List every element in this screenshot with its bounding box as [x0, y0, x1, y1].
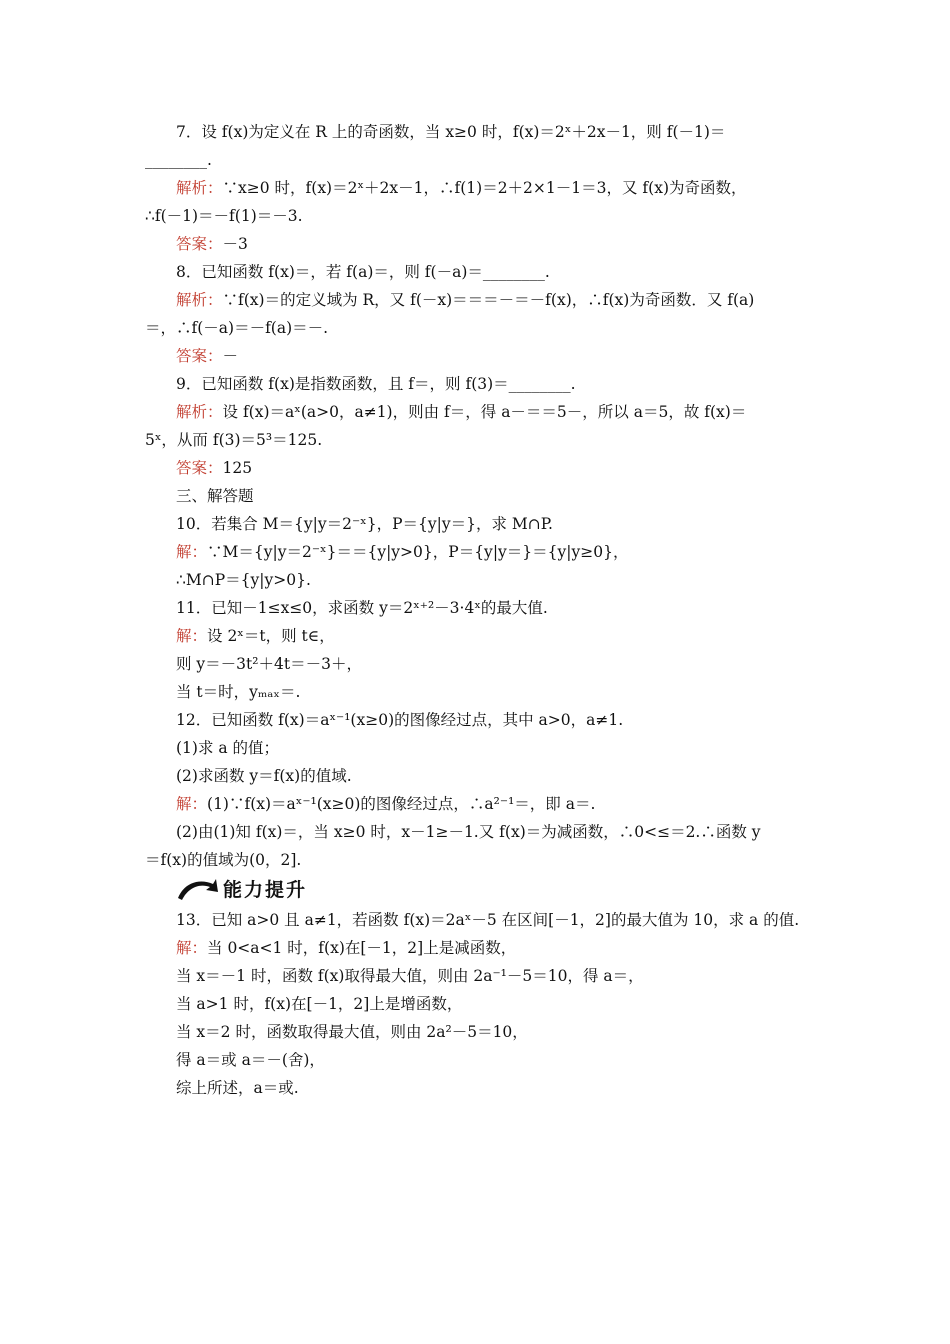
line-text: 三、解答题	[176, 487, 254, 505]
line-text: (2)由(1)知 f(x)＝，当 x≥0 时，x－1≥－1.又 f(x)＝为减函数，∴0<≤＝2.∴函数 y	[176, 823, 761, 841]
text-line	[145, 482, 810, 510]
line-text: ∴M∩P＝{y|y>0}.	[176, 571, 311, 589]
text-line	[145, 790, 810, 818]
line-text: 13．已知 a>0 且 a≠1，若函数 f(x)＝2aˣ－5 在区间[－1，2]的最大值为 10，求 a 的值.	[176, 911, 800, 929]
solution-label: 答案：	[176, 347, 223, 365]
line-text: 当 0<a<1 时，f(x)在[－1，2]上是减函数，	[207, 939, 517, 957]
solution-label: 答案：	[176, 459, 223, 477]
line-text: ∴f(－1)＝－f(1)＝－3.	[145, 207, 303, 225]
solution-label: 解：	[176, 543, 208, 561]
text-line	[145, 566, 810, 594]
text-line	[145, 734, 810, 762]
text-line	[145, 1074, 810, 1102]
line-text: ∵f(x)＝的定义域为 R，又 f(－x)＝＝＝－＝－f(x)，∴f(x)为奇函数．又 f(a)	[222, 291, 755, 309]
text-line	[145, 258, 810, 286]
text-line	[145, 510, 810, 538]
line-text: ＝，∴f(－a)＝－f(a)＝－.	[145, 319, 329, 337]
text-line	[145, 370, 810, 398]
text-line	[145, 906, 810, 934]
line-text: 125	[222, 459, 253, 477]
line-text: 12．已知函数 f(x)＝aˣ⁻¹(x≥0)的图像经过点，其中 a>0，a≠1.	[176, 711, 624, 729]
text-line	[145, 818, 810, 846]
solution-label: 答案：	[176, 235, 223, 253]
line-text: 设 f(x)＝aˣ(a>0，a≠1)，则由 f＝，得 a－＝＝5－，所以 a＝5，故 f(x)＝	[222, 403, 747, 421]
text-line	[145, 650, 810, 678]
line-text: 7．设 f(x)为定义在 R 上的奇函数，当 x≥0 时，f(x)＝2ˣ＋2x－1，则 f(－1)＝	[176, 123, 726, 141]
text-line	[145, 706, 810, 734]
text-line	[145, 230, 810, 258]
text-line	[145, 342, 810, 370]
section-banner-title: 能力提升	[223, 879, 308, 901]
line-text: 设 2ˣ＝t，则 t∈，	[207, 627, 335, 645]
line-text: ∵M＝{y|y＝2⁻ˣ}＝＝{y|y>0}，P＝{y|y＝}＝{y|y≥0}，	[207, 543, 629, 561]
line-text: 则 y＝－3t²＋4t＝－3＋，	[176, 655, 362, 673]
text-line	[145, 286, 810, 314]
problem-block-7-12	[145, 118, 810, 874]
text-line	[145, 1018, 810, 1046]
line-text: －	[222, 347, 239, 365]
text-line	[145, 762, 810, 790]
text-line	[145, 934, 810, 962]
arrow-swoosh-icon	[175, 877, 219, 903]
line-text: 当 a>1 时，f(x)在[－1，2]上是增函数，	[176, 995, 463, 1013]
text-line	[145, 454, 810, 482]
text-line	[145, 314, 810, 342]
line-text: ＝f(x)的值域为(0，2].	[145, 851, 302, 869]
text-line	[145, 594, 810, 622]
text-line	[145, 538, 810, 566]
line-text: ∵x≥0 时，f(x)＝2ˣ＋2x－1，∴f(1)＝2＋2×1－1＝3，又 f(x)为奇函数，	[222, 179, 747, 197]
text-line	[145, 1046, 810, 1074]
text-line	[145, 622, 810, 650]
line-text: 当 x＝2 时，函数取得最大值，则由 2a²－5＝10，	[176, 1023, 528, 1041]
solution-label: 解析：	[176, 291, 223, 309]
line-text: 综上所述，a＝或.	[176, 1079, 299, 1097]
text-line	[145, 990, 810, 1018]
document-content	[145, 118, 810, 1102]
line-text: 10．若集合 M＝{y|y＝2⁻ˣ}，P＝{y|y＝}，求 M∩P.	[176, 515, 553, 533]
problem-block-13	[145, 906, 810, 1102]
line-text: －3	[222, 235, 248, 253]
text-line	[145, 962, 810, 990]
text-line	[145, 426, 810, 454]
solution-label: 解析：	[176, 403, 223, 421]
line-text: 当 x＝－1 时，函数 f(x)取得最大值，则由 2a⁻¹－5＝10，得 a＝，	[176, 967, 644, 985]
line-text: (1)∵f(x)＝aˣ⁻¹(x≥0)的图像经过点，∴a²⁻¹＝，即 a＝.	[207, 795, 596, 813]
solution-label: 解：	[176, 939, 208, 957]
text-line	[145, 398, 810, 426]
solution-label: 解析：	[176, 179, 223, 197]
line-text: (2)求函数 y＝f(x)的值域.	[176, 767, 352, 785]
line-text: 得 a＝或 a＝－(舍)，	[176, 1051, 325, 1069]
text-line	[145, 174, 810, 202]
solution-label: 解：	[176, 795, 208, 813]
text-line	[145, 118, 810, 146]
line-text: 9．已知函数 f(x)是指数函数，且 f＝，则 f(3)＝________.	[176, 375, 576, 393]
line-text: (1)求 a 的值；	[176, 739, 280, 757]
line-text: 8．已知函数 f(x)＝，若 f(a)＝，则 f(－a)＝________.	[176, 263, 550, 281]
text-line	[145, 202, 810, 230]
solution-label: 解：	[176, 627, 208, 645]
line-text: ________.	[145, 151, 212, 169]
section-banner	[145, 874, 810, 906]
text-line	[145, 146, 810, 174]
text-line	[145, 846, 810, 874]
line-text: 11．已知－1≤x≤0，求函数 y＝2ˣ⁺²－3·4ˣ的最大值.	[176, 599, 548, 617]
line-text: 当 t＝时，yₘₐₓ＝.	[176, 683, 301, 701]
text-line	[145, 678, 810, 706]
line-text: 5ˣ，从而 f(3)＝5³＝125.	[145, 431, 323, 449]
